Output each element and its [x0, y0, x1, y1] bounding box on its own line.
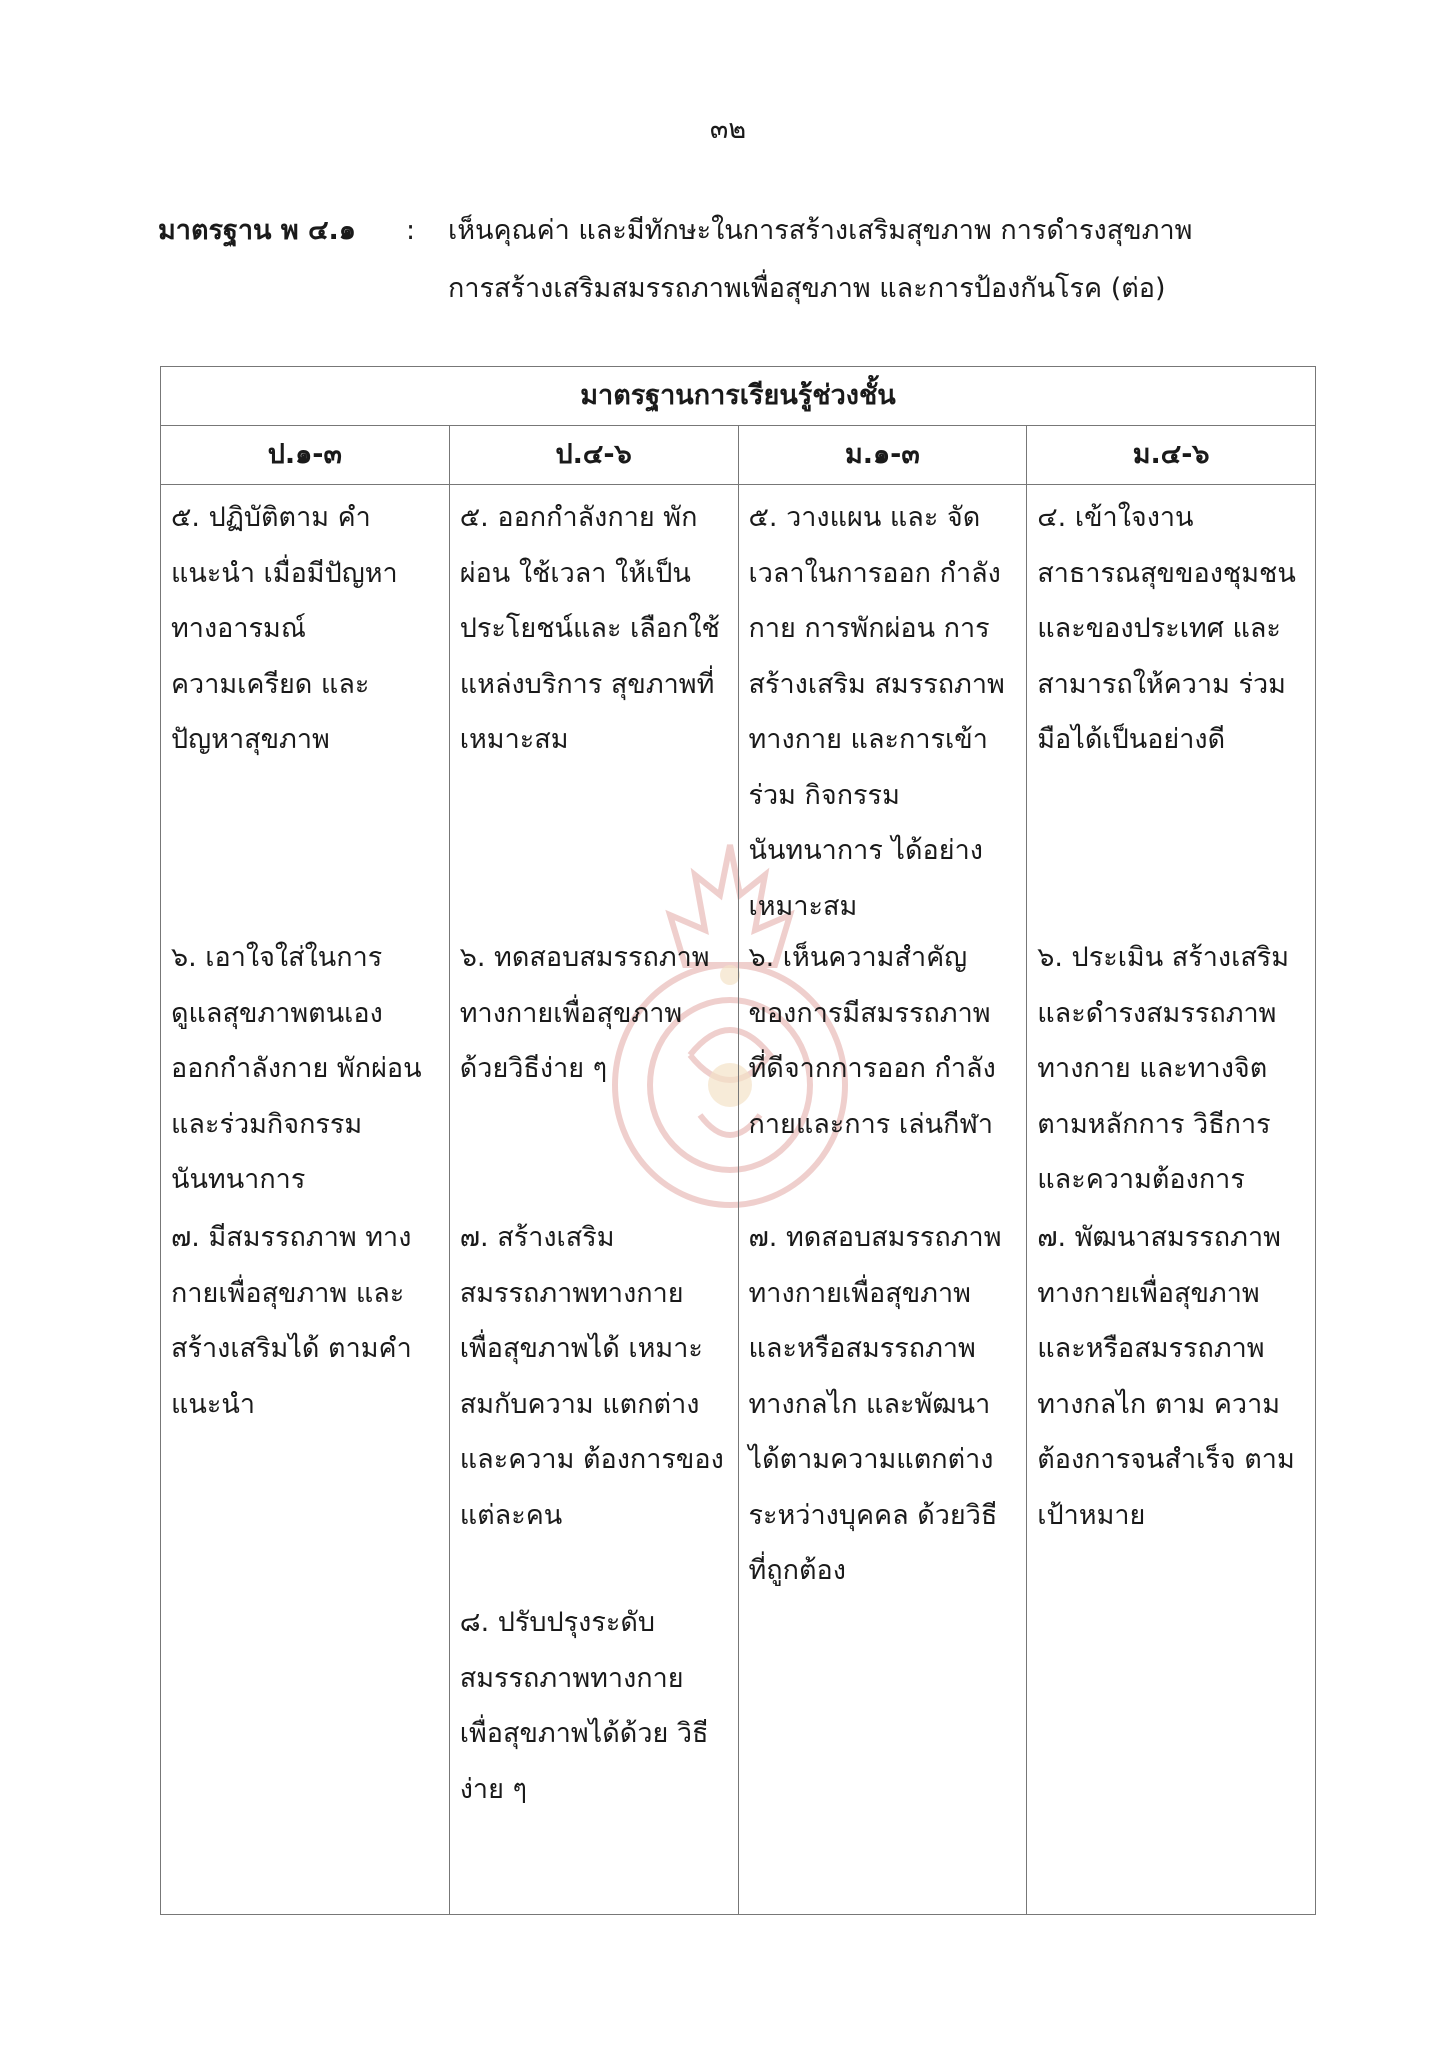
standard-item: ๕. ออกกำลังกาย พักผ่อน ใช้เวลา ให้เป็นประโยชน์และ เลือกใช้แหล่งบริการ สุขภาพที่เหมาะสม	[459, 502, 720, 755]
standard-item: ๕. วางแผน และ จัดเวลาในการออก กำลังกาย การพักผ่อน การสร้างเสริม สมรรถภาพทางกาย และการเข้าร่วม กิจกรรมนันทนาการ ได้อย่างเหมาะสม	[748, 502, 1005, 922]
standard-item: ๗. ทดสอบสมรรถภาพ ทางกายเพื่อสุขภาพ และหรือสมรรถภาพ ทางกลไก และพัฒนา ได้ตามความแตกต่าง ระหว่างบุคคล ด้วยวิธี ที่ถูกต้อง	[748, 1222, 1002, 1586]
standard-item: ๗. สร้างเสริม สมรรถภาพทางกาย เพื่อสุขภาพได้ เหมาะสมกับความ แตกต่างและความ ต้องการของแต่ละคน	[459, 1222, 724, 1531]
learning-standards-table	[160, 366, 1316, 1915]
standard-description-line-2: การสร้างเสริมสมรรถภาพเพื่อสุขภาพ และการป้องกันโรค (ต่อ)	[448, 273, 1166, 304]
table-title: มาตรฐานการเรียนรู้ช่วงชั้น	[161, 367, 1316, 426]
column-header-m1-3: ม.๑-๓	[738, 426, 1027, 485]
column-header-p4-6: ป.๔-๖	[449, 426, 738, 485]
standard-item: ๗. มีสมรรถภาพ ทางกายเพื่อสุขภาพ และสร้างเสริมได้ ตามคำแนะนำ	[171, 1222, 412, 1420]
cell-m4-6	[1027, 485, 1316, 1915]
standard-item: ๖. ทดสอบสมรรถภาพ ทางกายเพื่อสุขภาพ ด้วยวิธีง่าย ๆ	[459, 942, 710, 1084]
cell-m1-3	[738, 485, 1027, 1915]
cell-p1-3	[161, 485, 450, 1915]
column-header-m4-6: ม.๔-๖	[1027, 426, 1316, 485]
page-number: ๓๒	[709, 114, 747, 145]
standard-description	[448, 202, 1318, 318]
standard-colon: :	[406, 215, 416, 246]
cell-p4-6	[449, 485, 738, 1915]
standard-description-line-1: เห็นคุณค่า และมีทักษะในการสร้างเสริมสุขภาพ การดำรงสุขภาพ	[448, 215, 1193, 246]
standard-item: ๖. เอาใจใส่ในการ ดูแลสุขภาพตนเอง ออกกำลังกาย พักผ่อน และร่วมกิจกรรม นันทนาการ	[171, 942, 422, 1195]
standard-item: ๔. เข้าใจงาน สาธารณสุขของชุมชน และของประเทศ และ สามารถให้ความ ร่วมมือได้เป็นอย่างดี	[1037, 502, 1296, 755]
standard-item: ๕. ปฏิบัติตาม คำแนะนำ เมื่อมีปัญหาทางอารมณ์ ความเครียด และ ปัญหาสุขภาพ	[171, 502, 398, 755]
standard-item: ๖. เห็นความสำคัญ ของการมีสมรรถภาพ ที่ดีจากการออก กำลังกายและการ เล่นกีฬา	[748, 942, 996, 1140]
standard-item: ๗. พัฒนาสมรรถภาพ ทางกายเพื่อสุขภาพ และหรือสมรรถภาพ ทางกลไก ตาม ความต้องการจนสำเร็จ ตามเป้าหมาย	[1037, 1222, 1295, 1531]
standard-label: มาตรฐาน พ ๔.๑	[158, 215, 356, 246]
standard-item: ๘. ปรับปรุงระดับ สมรรถภาพทางกาย เพื่อสุขภาพได้ด้วย วิธีง่าย ๆ	[459, 1607, 709, 1805]
standard-item: ๖. ประเมิน สร้างเสริม และดำรงสมรรถภาพ ทางกาย และทางจิต ตามหลักการ วิธีการ และความต้องการ	[1037, 942, 1290, 1195]
column-header-p1-3: ป.๑-๓	[161, 426, 450, 485]
